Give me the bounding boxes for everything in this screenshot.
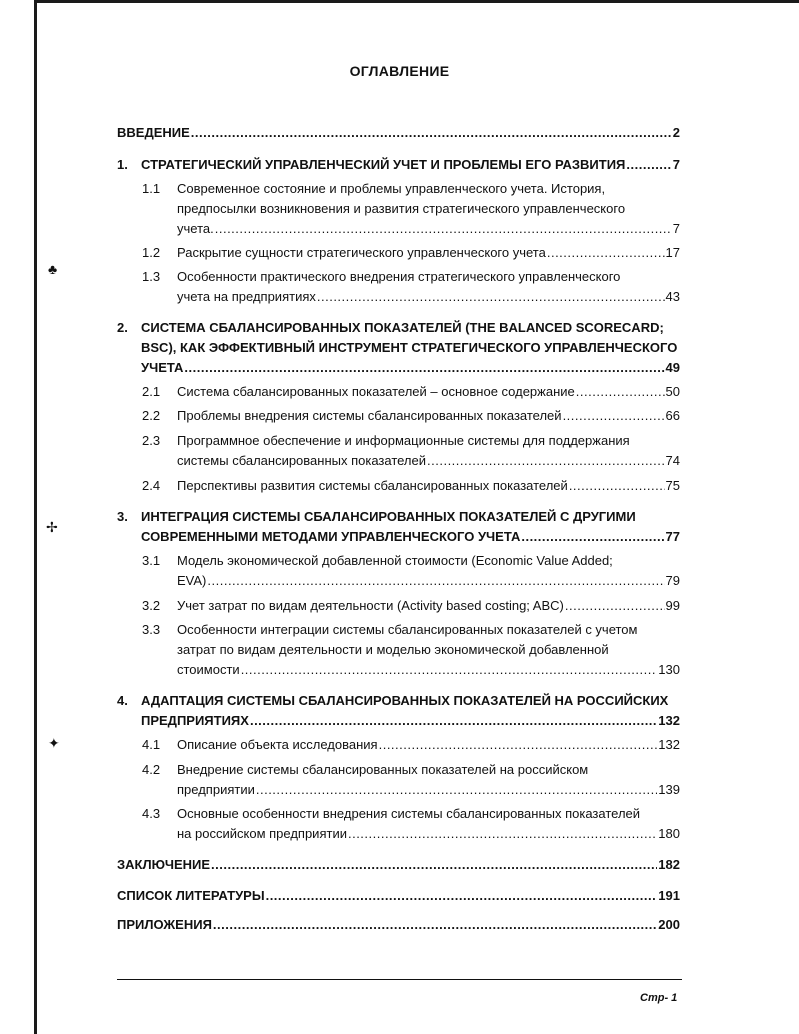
toc-entry-chapter-2 [141, 318, 680, 378]
scan-speck-1: ♣ [48, 261, 58, 277]
toc-entry-label: ЗАКЛЮЧЕНИЕ [117, 857, 211, 872]
toc-entry-intro [117, 123, 680, 143]
toc-page-number: 2 [672, 125, 680, 140]
toc-page-number: 191 [658, 888, 680, 903]
section-number: 4.1 [142, 737, 161, 752]
toc-page-number: 139 [658, 782, 680, 797]
toc-entry-label: Проблемы внедрения системы сбалансированных показателей [177, 408, 562, 423]
section-number: 3.1 [142, 553, 161, 568]
toc-entry-label: учета на предприятиях [177, 289, 316, 304]
section-number: 4.3 [142, 806, 161, 821]
toc-page-number: 17 [665, 245, 680, 260]
toc-entry-label: ВВЕДЕНИЕ [117, 125, 190, 140]
footer-rule [117, 979, 682, 980]
toc-page-number: 75 [665, 478, 680, 493]
toc-entry-label: учета. [177, 221, 214, 236]
toc-entry-label: ИНТЕГРАЦИЯ СИСТЕМЫ СБАЛАНСИРОВАННЫХ ПОКАЗАТЕЛЕЙ С ДРУГИМИ [141, 509, 636, 524]
toc-entry-chapter-3 [141, 507, 680, 547]
section-number: 2.2 [142, 408, 161, 423]
toc-entry-label: УЧЕТА [141, 360, 184, 375]
toc-page-number: 66 [665, 408, 680, 423]
chapter-number: 2. [117, 320, 128, 335]
toc-entry-label: Внедрение системы сбалансированных показателей на российском [177, 762, 589, 777]
toc-entry-label: СПИСОК ЛИТЕРАТУРЫ [117, 888, 265, 903]
toc-page-number: 74 [665, 453, 680, 468]
toc-entry-section-1-1 [177, 179, 680, 239]
toc-entry-chapter-1 [141, 155, 680, 175]
toc-entry-section-2-2 [177, 406, 680, 426]
toc-entry-label: Раскрытие сущности стратегического управленческого учета [177, 245, 546, 260]
toc-entry-section-3-2 [177, 596, 680, 616]
toc-page-number: 79 [665, 573, 680, 588]
toc-page-number: 49 [665, 360, 680, 375]
toc-entry-label: СИСТЕМА СБАЛАНСИРОВАННЫХ ПОКАЗАТЕЛЕЙ (THE BALANCED SCORECARD; [141, 320, 664, 335]
toc-entry-label: ПРЕДПРИЯТИЯХ [141, 713, 249, 728]
toc-page-number: 7 [672, 157, 680, 172]
scan-speck-2: ✢ [46, 519, 58, 535]
scan-border-left [34, 0, 37, 1034]
toc-page-number: 180 [658, 826, 680, 841]
toc-page-number: 43 [665, 289, 680, 304]
toc-entry-label: стоимости [177, 662, 240, 677]
toc-entry-section-4-3 [177, 804, 680, 844]
toc-page-number: 182 [658, 857, 680, 872]
toc-page-number: 200 [658, 917, 680, 932]
toc-entry-label: предпосылки возникновения и развития стратегического управленческого [177, 201, 626, 216]
toc-entry-references [117, 886, 680, 906]
toc-entry-label: СТРАТЕГИЧЕСКИЙ УПРАВЛЕНЧЕСКИЙ УЧЕТ И ПРОБЛЕМЫ ЕГО РАЗВИТИЯ [141, 157, 626, 172]
toc-entry-label: Перспективы развития системы сбалансированных показателей [177, 478, 568, 493]
toc-entry-label: BSC), КАК ЭФФЕКТИВНЫЙ ИНСТРУМЕНТ СТРАТЕГИЧЕСКОГО УПРАВЛЕНЧЕСКОГО [141, 340, 678, 355]
scan-speck-3: ✦ [48, 735, 60, 751]
toc-entry-label: Особенности интеграции системы сбалансированных показателей с учетом [177, 622, 638, 637]
toc-entry-label: на российском предприятии [177, 826, 347, 841]
section-number: 1.3 [142, 269, 161, 284]
toc-page-number: 132 [658, 713, 680, 728]
section-number: 3.3 [142, 622, 161, 637]
section-number: 2.3 [142, 433, 161, 448]
toc-entry-label: EVA) [177, 573, 207, 588]
toc-page-number: 50 [665, 384, 680, 399]
toc-entry-label: Система сбалансированных показателей – основное содержание [177, 384, 575, 399]
toc-entry-section-2-1 [177, 382, 680, 402]
chapter-number: 4. [117, 693, 128, 708]
toc-entry-section-1-3 [177, 267, 680, 307]
toc-entry-label: Модель экономической добавленной стоимости (Economic Value Added; [177, 553, 613, 568]
toc-entry-appendices [117, 915, 680, 935]
toc-entry-label: затрат по видам деятельности и моделью экономической добавленной [177, 642, 609, 657]
toc-page-number: 132 [658, 737, 680, 752]
toc-entry-label: Современное состояние и проблемы управленческого учета. История, [177, 181, 606, 196]
chapter-number: 3. [117, 509, 128, 524]
chapter-number: 1. [117, 157, 128, 172]
toc-entry-conclusion [117, 855, 680, 875]
toc-entry-section-4-1 [177, 735, 680, 755]
section-number: 1.2 [142, 245, 161, 260]
toc-page-number: 99 [665, 598, 680, 613]
toc-entry-label: системы сбалансированных показателей [177, 453, 427, 468]
toc-entry-section-2-3 [177, 431, 680, 471]
toc-entry-label: СОВРЕМЕННЫМИ МЕТОДАМИ УПРАВЛЕНЧЕСКОГО УЧЕТА [141, 529, 521, 544]
section-number: 2.4 [142, 478, 161, 493]
section-number: 3.2 [142, 598, 161, 613]
toc-entry-label: предприятии [177, 782, 255, 797]
section-number: 1.1 [142, 181, 161, 196]
toc-entry-label: Программное обеспечение и информационные системы для поддержания [177, 433, 630, 448]
page-title: ОГЛАВЛЕНИЕ [349, 63, 450, 79]
toc-entry-section-3-1 [177, 551, 680, 591]
toc-entry-label: ПРИЛОЖЕНИЯ [117, 917, 212, 932]
toc-entry-label: Учет затрат по видам деятельности (Activity based costing; ABC) [177, 598, 564, 613]
toc-entry-section-4-2 [177, 760, 680, 800]
toc-entry-label: Особенности практического внедрения стратегического управленческого [177, 269, 621, 284]
toc-entry-label: Описание объекта исследования [177, 737, 378, 752]
toc-entry-chapter-4 [141, 691, 680, 731]
scan-border-top [36, 0, 799, 3]
toc-entry-section-3-3 [177, 620, 680, 680]
toc-entry-section-2-4 [177, 476, 680, 496]
toc-page-number: 77 [665, 529, 680, 544]
toc-entry-label: АДАПТАЦИЯ СИСТЕМЫ СБАЛАНСИРОВАННЫХ ПОКАЗАТЕЛЕЙ НА РОССИЙСКИХ [141, 693, 669, 708]
toc-page-number: 130 [658, 662, 680, 677]
section-number: 2.1 [142, 384, 161, 399]
section-number: 4.2 [142, 762, 161, 777]
toc-page-number: 7 [672, 221, 680, 236]
page-number-label: Стр- 1 [640, 992, 678, 1004]
toc-entry-label: Основные особенности внедрения системы сбалансированных показателей [177, 806, 641, 821]
toc-entry-section-1-2 [177, 243, 680, 263]
